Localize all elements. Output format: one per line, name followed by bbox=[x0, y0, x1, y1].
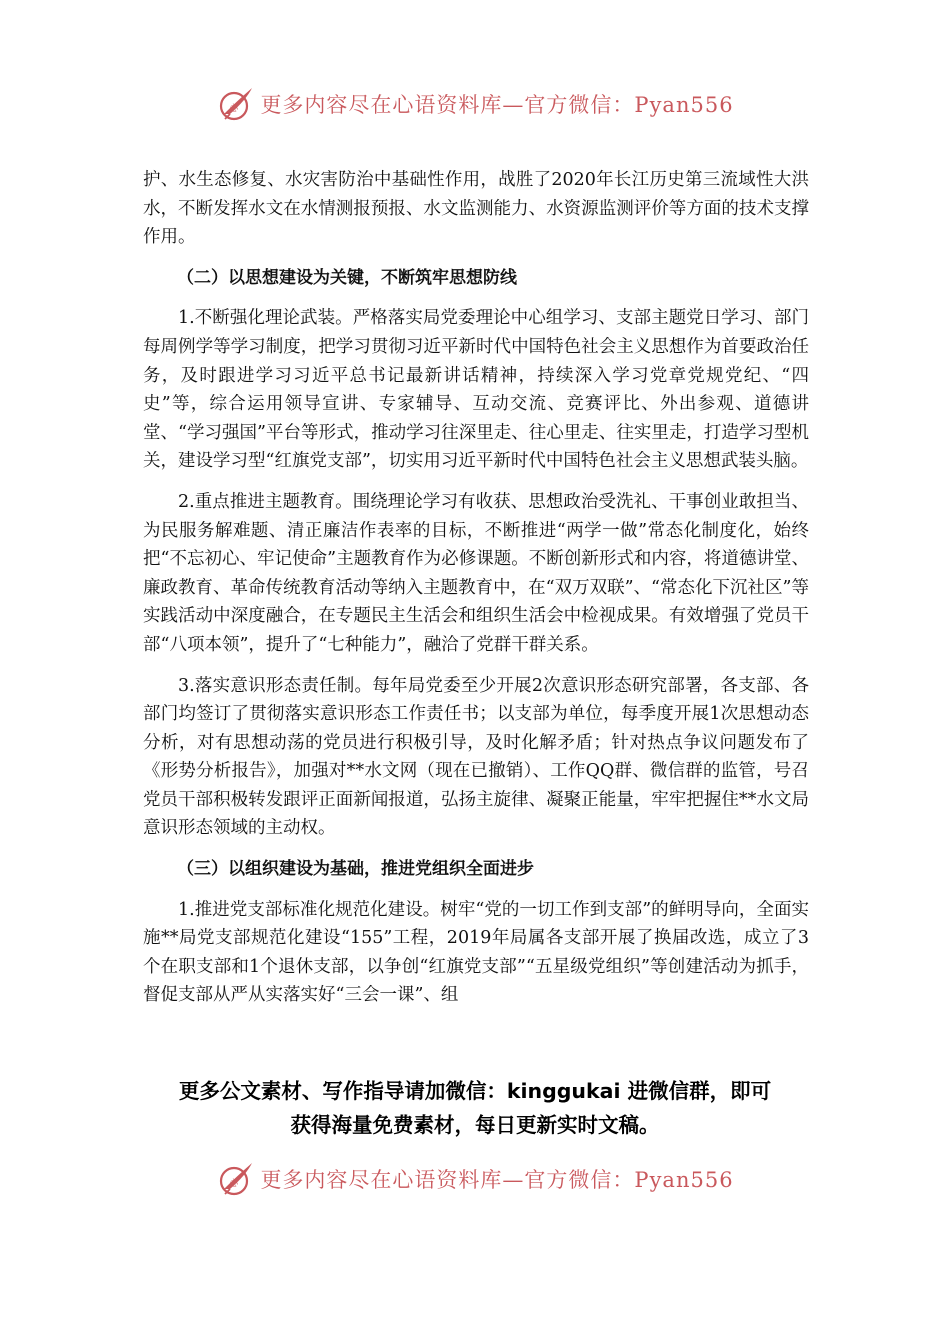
svg-text:心: 心 bbox=[229, 1179, 239, 1189]
paragraph: 1.不断强化理论武装。严格落实局党委理论中心组学习、支部主题党日学习、部门每周例学等学习制度，把学习贯彻习近平新时代中国特色社会主义思想作为首要政治任务，及时跟进学习习近平总书记最新讲话精神，持续深入学习党章党规党纪、“四史”等，综合运用领导宣讲、专家辅导、互动交流、竞赛评比、外出参观、道德讲堂、“学习强国”平台等形式，推动学习往深里走、往心里走、往实里走，打造学习型机关，建设学习型“红旗党支部”，切实用习近平新时代中国特色社会主义思想武装头脑。 bbox=[143, 308, 809, 472]
paragraph: 3.落实意识形态责任制。每年局党委至少开展2次意识形态研究部署，各支部、各部门均签订了贯彻落实意识形态工作责任书；以支部为单位，每季度开展1次思想动态分析，对有思想动荡的党员进行积极引导，及时化解矛盾；针对热点争议问题发布了《形势分析报告》，加强对**水文网（现在已撤销）、工作QQ群、微信群的监管，号召党员干部积极转发跟评正面新闻报道，弘扬主旋律、凝聚正能量，牢牢把握住**水文局意识形态领域的主动权。 bbox=[143, 675, 809, 839]
paragraph: 护、水生态修复、水灾害防治中基础性作用，战胜了2020年长江历史第三流域性大洪水，不断发挥水文在水情测报预报、水文监测能力、水资源监测评价等方面的技术支撑作用。 bbox=[143, 170, 809, 248]
paragraph: 1.推进党支部标准化规范化建设。树牢“党的一切工作到支部”的鲜明导向，全面实施**局党支部规范化建设“155”工程，2019年局属各支部开展了换届改选，成立了3个在职支部和1个退休支部，以争创“红旗党支部”“五星级党组织”等创建活动为抓手，督促支部从严从实落实好“三会一课”、组 bbox=[143, 899, 809, 1006]
header-banner bbox=[0, 82, 950, 126]
quill-seal-icon bbox=[216, 84, 256, 124]
section-heading: （三）以组织建设为基础，推进党组织全面进步 bbox=[177, 859, 534, 880]
quill-seal-icon bbox=[216, 1159, 256, 1199]
paragraph: 2.重点推进主题教育。围绕理论学习有收获、思想政治受洗礼、干事创业敢担当、为民服务解难题、清正廉洁作表率的目标，不断推进“两学一做”常态化制度化，始终把“不忘初心、牢记使命”主题教育作为必修课题。不断创新形式和内容，将道德讲堂、廉政教育、革命传统教育活动等纳入主题教育中，在“双万双联”、“常态化下沉社区”等实践活动中深度融合，在专题民主生活会和组织生活会中检视成果。有效增强了党员干部“八项本领”，提升了“七种能力”，融洽了党群干群关系。 bbox=[143, 491, 809, 655]
banner-text: 更多内容尽在心语资料库—官方微信：Pyan556 bbox=[260, 93, 734, 117]
footer-banner bbox=[0, 1157, 950, 1201]
promo-line: 更多公文素材、写作指导请加微信：kinggukai 进微信群，即可 bbox=[178, 1079, 772, 1103]
section-heading: （二）以思想建设为关键，不断筑牢思想防线 bbox=[177, 267, 517, 288]
document-body bbox=[143, 166, 809, 1010]
svg-text:心: 心 bbox=[229, 104, 239, 114]
banner-text: 更多内容尽在心语资料库—官方微信：Pyan556 bbox=[260, 1168, 734, 1192]
promo-notice bbox=[0, 1074, 950, 1142]
promo-line: 获得海量免费素材，每日更新实时文稿。 bbox=[290, 1113, 660, 1137]
